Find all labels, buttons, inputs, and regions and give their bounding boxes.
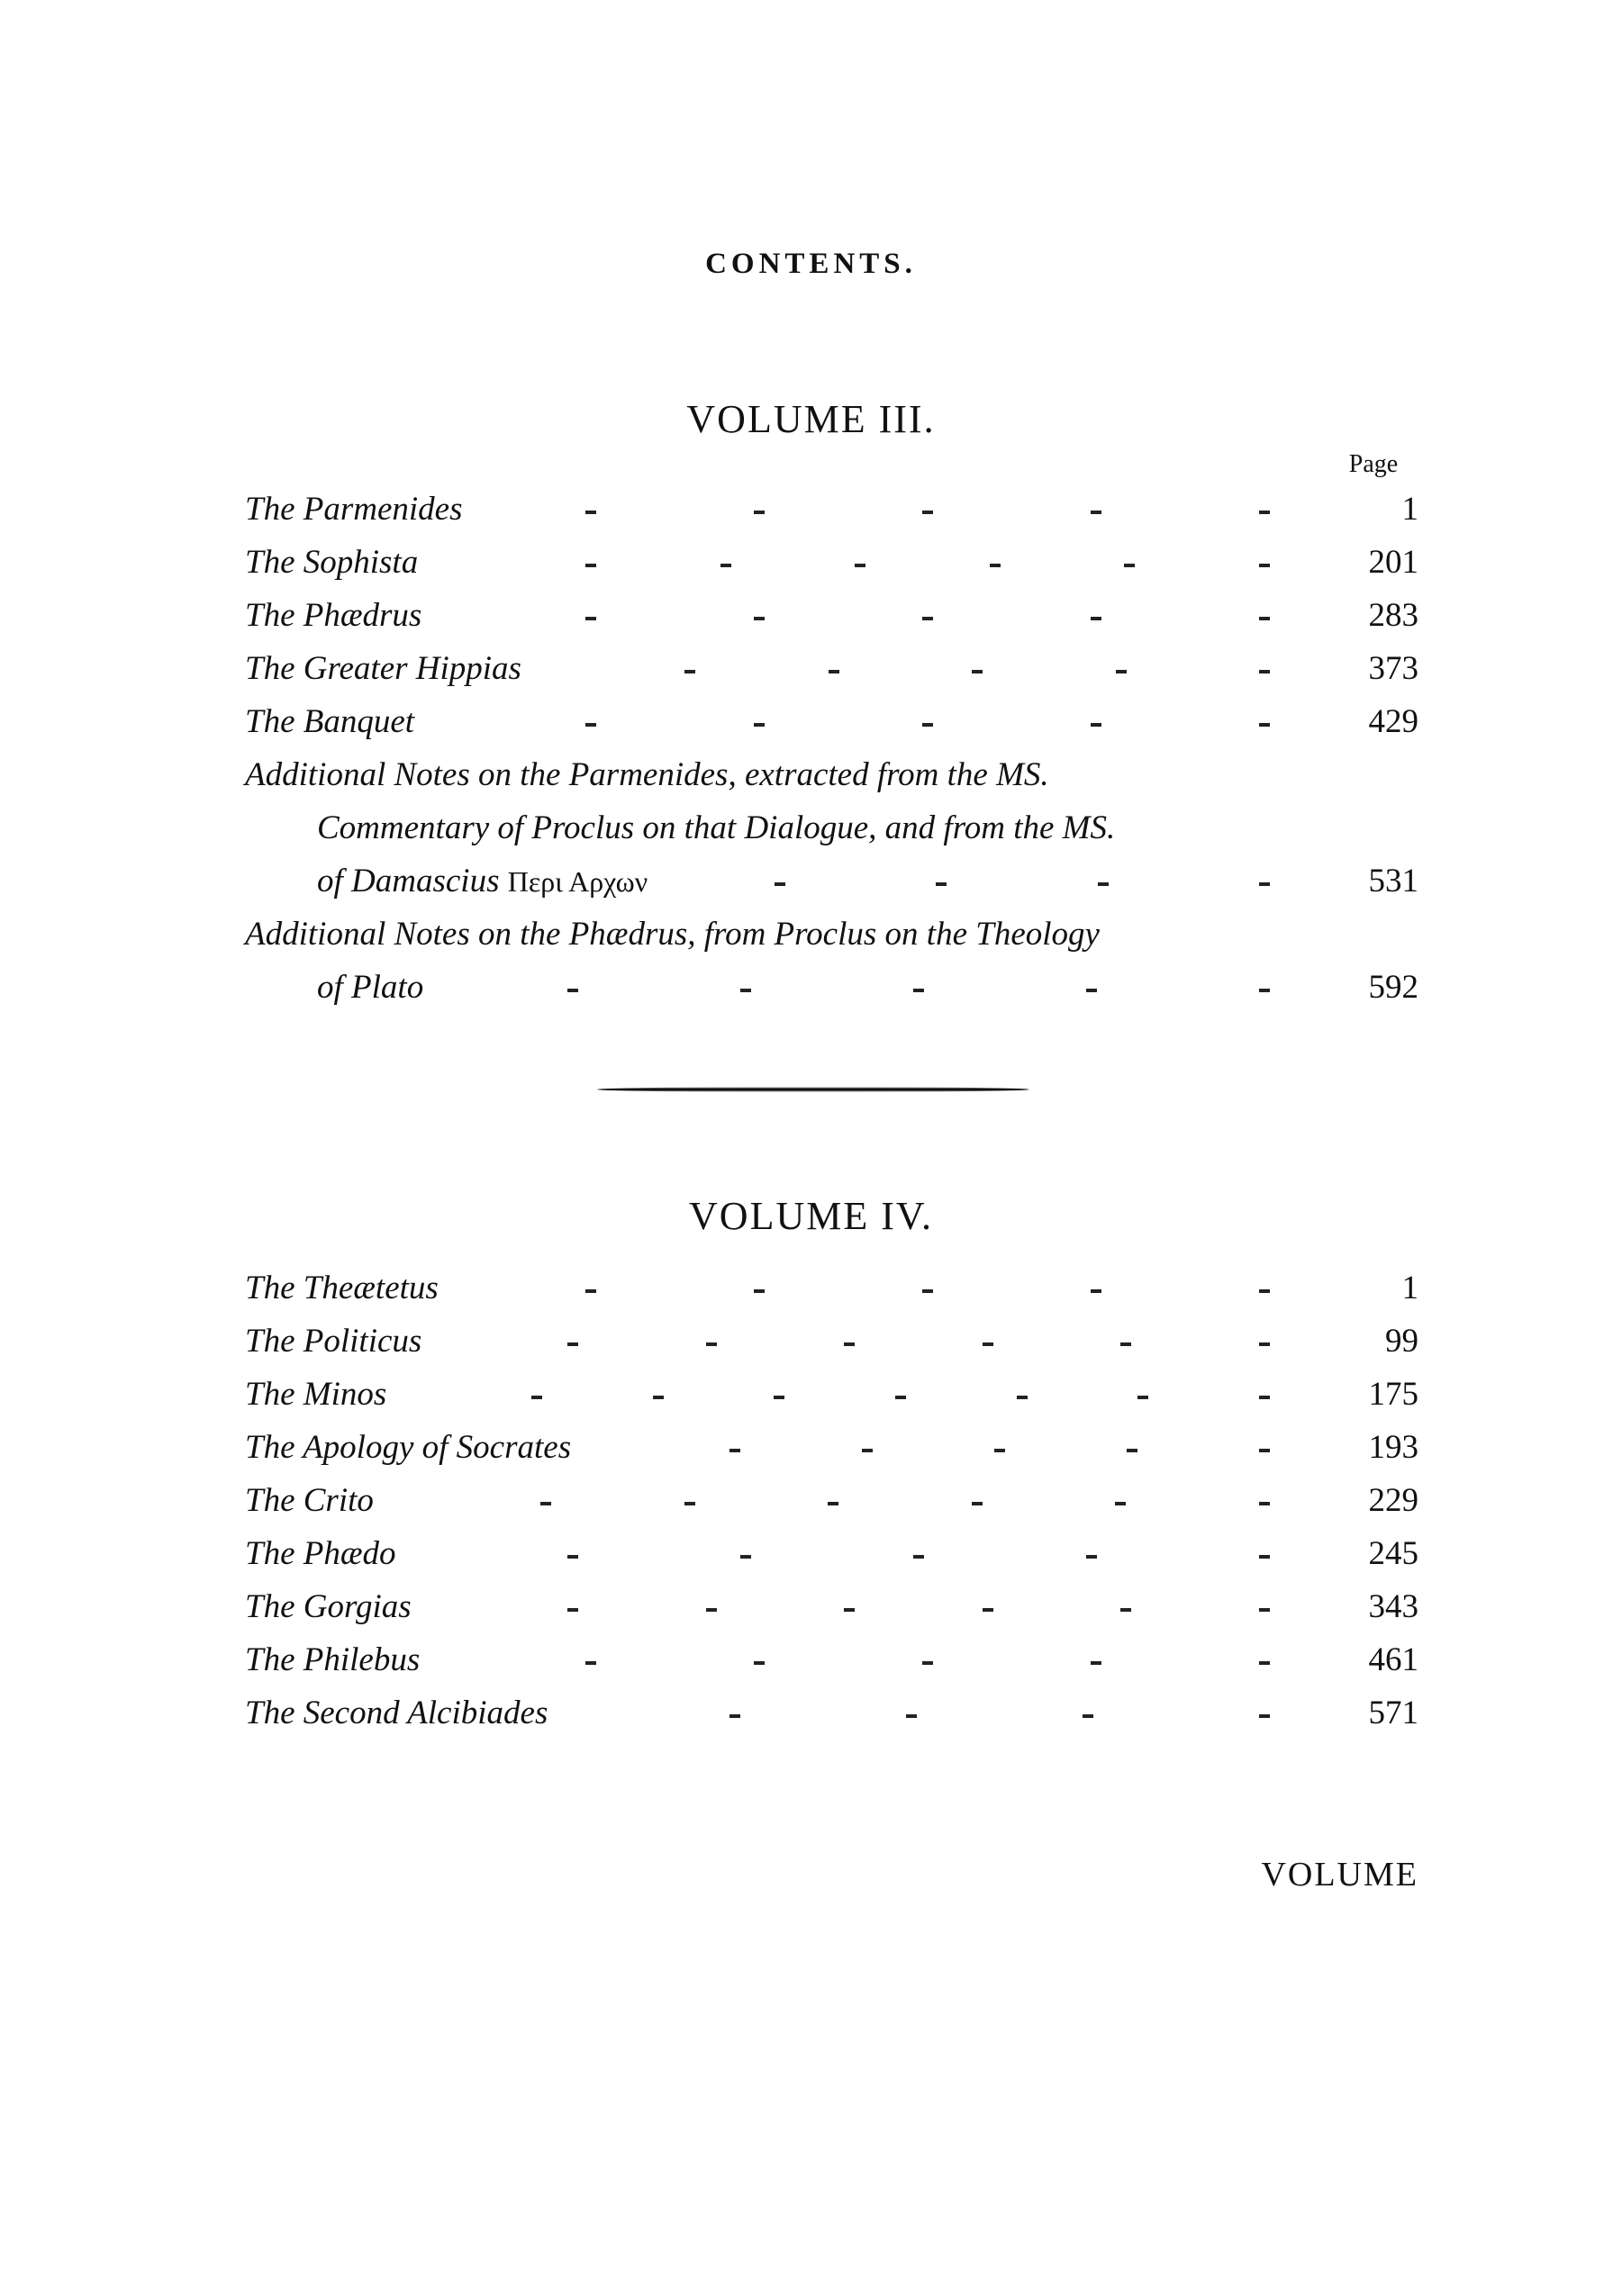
volume-4-heading: VOLUME IV. <box>689 1194 933 1238</box>
toc-entry-page: 343 <box>1368 1588 1418 1625</box>
toc-entry-title: The Phædrus <box>245 597 422 634</box>
dot-leader <box>540 1499 1270 1508</box>
dot-leader <box>729 1446 1270 1455</box>
toc-row <box>0 699 1622 752</box>
toc-row <box>0 646 1622 699</box>
toc-entry-title: The Sophista <box>245 544 419 581</box>
toc-entry-title: The Theætetus <box>245 1270 439 1306</box>
toc-entry-page: 461 <box>1368 1641 1418 1678</box>
toc-entry-title-line: of Plato <box>317 969 424 1006</box>
dot-leader <box>585 561 1270 570</box>
toc-row <box>0 1318 1622 1371</box>
dot-leader <box>567 986 1270 995</box>
toc-entry-title: The Parmenides <box>245 491 463 528</box>
toc-entry-page: 531 <box>1368 863 1418 899</box>
volume-4-contents <box>0 1265 1622 1743</box>
toc-entry-page: 193 <box>1368 1429 1418 1466</box>
dot-leader <box>684 667 1270 676</box>
toc-entry-title: The Crito <box>245 1482 374 1519</box>
toc-row <box>0 486 1622 539</box>
toc-entry-title: The Politicus <box>245 1323 422 1360</box>
dot-leader <box>585 508 1270 517</box>
toc-row <box>0 1531 1622 1584</box>
toc-row <box>0 1690 1622 1743</box>
toc-entry-title: The Philebus <box>245 1641 421 1678</box>
toc-entry-title: The Apology of Socrates <box>245 1429 572 1466</box>
toc-row <box>0 1478 1622 1531</box>
dot-leader <box>585 720 1270 729</box>
toc-entry-notes-phaedrus <box>0 911 1622 1017</box>
toc-entry-page: 1 <box>1401 491 1418 528</box>
toc-entry-title: The Greater Hippias <box>245 650 521 687</box>
toc-entry-title-line: Additional Notes on the Parmenides, extracted from the MS. <box>245 756 1049 793</box>
toc-entry-title-line: of Damascius <box>317 863 500 899</box>
dot-leader <box>567 1552 1270 1561</box>
toc-row <box>0 592 1622 646</box>
dot-leader <box>585 614 1270 623</box>
page-column-label: Page <box>1348 450 1399 478</box>
section-divider <box>597 1087 1029 1092</box>
toc-entry-title: The Banquet <box>245 703 415 740</box>
toc-entry-title-line: Commentary of Proclus on that Dialogue, and from the MS. <box>317 809 1116 846</box>
page-title: CONTENTS. <box>705 248 917 280</box>
toc-row <box>0 1637 1622 1690</box>
toc-row <box>0 1424 1622 1478</box>
dot-leader <box>531 1393 1270 1402</box>
toc-entry-page: 99 <box>1385 1323 1418 1360</box>
toc-entry-page: 592 <box>1368 969 1418 1006</box>
volume-3-heading: VOLUME III. <box>686 397 936 441</box>
toc-row <box>0 1371 1622 1424</box>
toc-entry-title: The Second Alcibiades <box>245 1695 548 1731</box>
dot-leader <box>585 1659 1270 1668</box>
toc-entry-title: The Gorgias <box>245 1588 412 1625</box>
dot-leader <box>775 880 1270 889</box>
toc-entry-page: 201 <box>1368 544 1418 581</box>
dot-leader <box>567 1340 1270 1349</box>
toc-row <box>0 1265 1622 1318</box>
toc-entry-page: 429 <box>1368 703 1418 740</box>
toc-row <box>0 1584 1622 1637</box>
toc-entry-page: 175 <box>1368 1376 1418 1413</box>
toc-entry-title: The Minos <box>245 1376 387 1413</box>
toc-entry-page: 571 <box>1368 1695 1418 1731</box>
toc-row <box>0 539 1622 592</box>
greek-title: Περι Αρχων <box>507 865 648 898</box>
toc-entry-title-line: Additional Notes on the Phædrus, from Proclus on the Theology <box>245 916 1100 953</box>
toc-entry-notes-parmenides <box>0 752 1622 911</box>
toc-entry-page: 283 <box>1368 597 1418 634</box>
toc-entry-page: 245 <box>1368 1535 1418 1572</box>
dot-leader <box>585 1287 1270 1296</box>
volume-3-contents <box>0 486 1622 1017</box>
dot-leader <box>567 1605 1270 1614</box>
toc-entry-page: 373 <box>1368 650 1418 687</box>
toc-entry-page: 229 <box>1368 1482 1418 1519</box>
dot-leader <box>729 1712 1270 1721</box>
catchword: VOLUME <box>1261 1856 1418 1894</box>
toc-entry-title: The Phædo <box>245 1535 396 1572</box>
toc-entry-page: 1 <box>1401 1270 1418 1306</box>
